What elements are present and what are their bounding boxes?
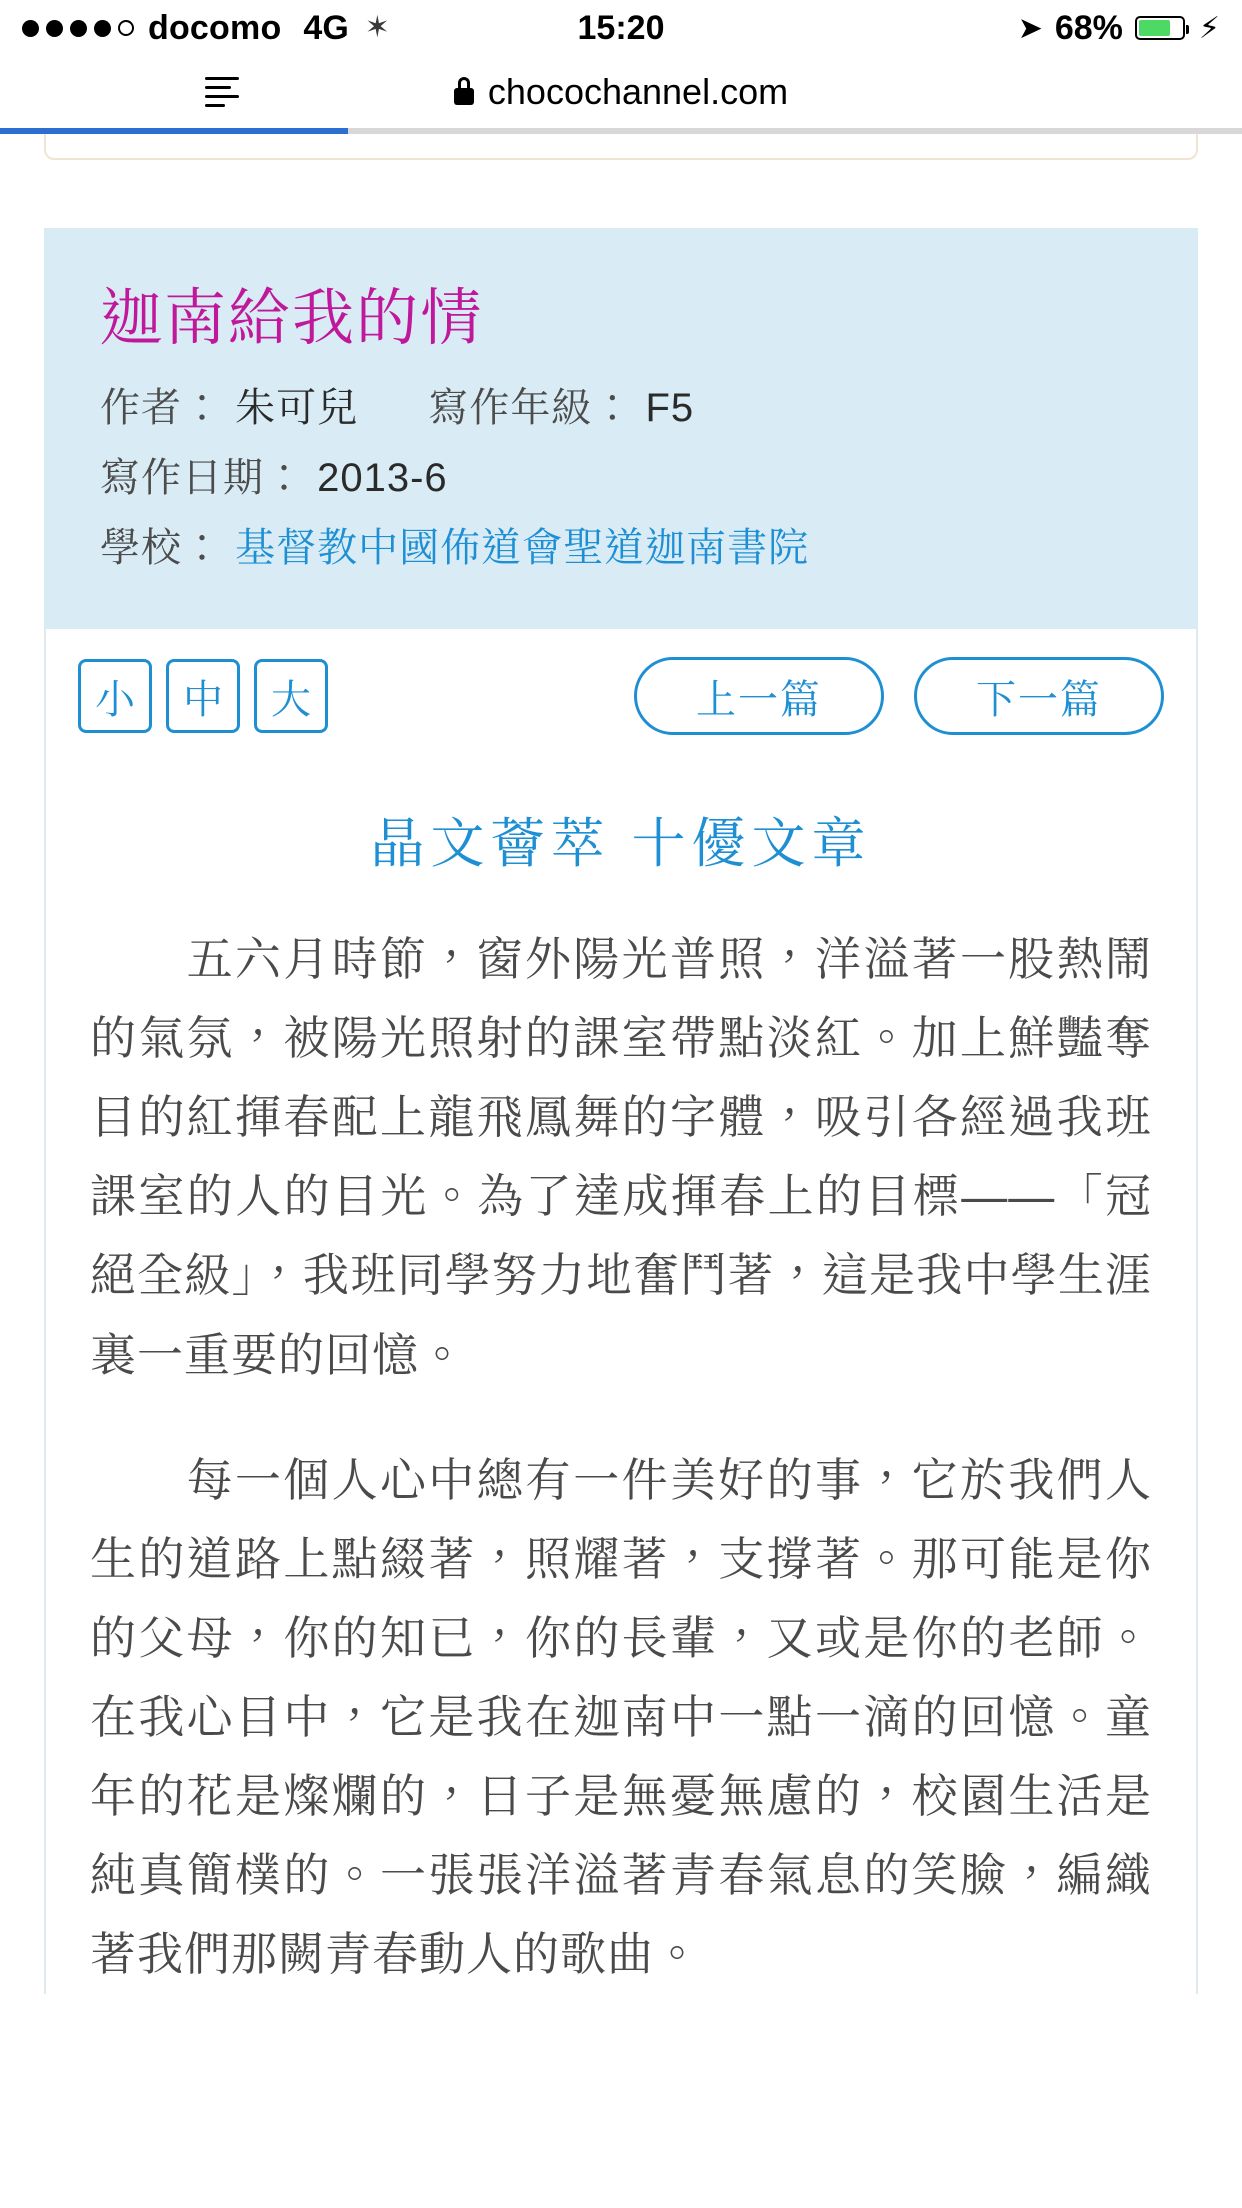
status-right-group xyxy=(1018,9,1220,48)
lock-icon xyxy=(454,88,474,105)
page-title: 迦南給我的情 xyxy=(100,284,485,353)
web-page-content xyxy=(0,134,1242,2208)
reader-mode-icon[interactable] xyxy=(205,77,239,107)
battery-percent: 68% xyxy=(1054,8,1123,47)
location-arrow-icon: ➤ xyxy=(1017,11,1043,45)
font-size-controls xyxy=(78,659,328,733)
battery-icon xyxy=(1135,16,1185,40)
font-size-small-button[interactable]: 小 xyxy=(78,659,152,733)
status-bar xyxy=(0,0,1242,56)
page-top-panel-edge xyxy=(44,134,1198,160)
article-paragraph-1: 五六月時節，窗外陽光普照，洋溢著一股熱鬧的氣氛，被陽光照射的課室帶點淡紅。加上鮮豔奪目的紅揮春配上龍飛鳳舞的字體，吸引各經過我班課室的人的目光。為了達成揮春上的目標——「冠絕全級」，我班同學努力地奮鬥著，這是我中學生涯裏一重要的回憶。 xyxy=(90,933,1152,1381)
signal-strength-icon xyxy=(22,20,134,37)
article-header-card xyxy=(44,228,1198,629)
school-label: 學校： xyxy=(100,526,223,570)
browser-address-bar[interactable] xyxy=(0,56,1242,128)
activity-spinner-icon: ✶ xyxy=(364,11,390,44)
date-label: 寫作日期： xyxy=(100,456,305,500)
author-label: 作者： xyxy=(100,386,223,430)
clock: 15:20 xyxy=(577,8,665,47)
previous-article-button[interactable]: 上一篇 xyxy=(634,657,884,735)
url-text: chocochannel.com xyxy=(487,71,789,112)
font-size-medium-button[interactable]: 中 xyxy=(166,659,240,733)
font-size-large-button[interactable]: 大 xyxy=(254,659,328,733)
next-article-button[interactable]: 下一篇 xyxy=(914,657,1164,735)
grade-label: 寫作年級： xyxy=(428,386,634,430)
article-author-line xyxy=(100,377,1198,439)
date-value: 2013-6 xyxy=(317,456,448,500)
article-date-line xyxy=(100,447,1198,509)
article-body xyxy=(44,759,1198,1994)
author-value: 朱可兒 xyxy=(235,386,359,430)
url-display[interactable] xyxy=(454,71,788,113)
lightning-bolt-icon: ⚡ xyxy=(1198,11,1220,45)
carrier-name: docomo xyxy=(148,8,282,47)
section-heading: 晶文薈萃 十優文章 xyxy=(370,814,872,874)
article-school-line xyxy=(100,517,1198,579)
article-controls xyxy=(44,629,1198,759)
grade-value: F5 xyxy=(645,386,695,430)
school-link[interactable]: 基督教中國佈道會聖道迦南書院 xyxy=(235,526,810,570)
article-navigation xyxy=(634,657,1164,735)
network-type: 4G xyxy=(303,8,349,47)
article-paragraph-2: 每一個人心中總有一件美好的事，它於我們人生的道路上點綴著，照耀著，支撐著。那可能是你的父母，你的知已，你的長輩，又或是你的老師。在我心目中，它是我在迦南中一點一滴的回憶。童年的花是燦爛的，日子是無憂無慮的，校園生活是純真簡樸的。一張張洋溢著青春氣息的笑臉，編織著我們那闕青春動人的歌曲。 xyxy=(90,1453,1152,1981)
